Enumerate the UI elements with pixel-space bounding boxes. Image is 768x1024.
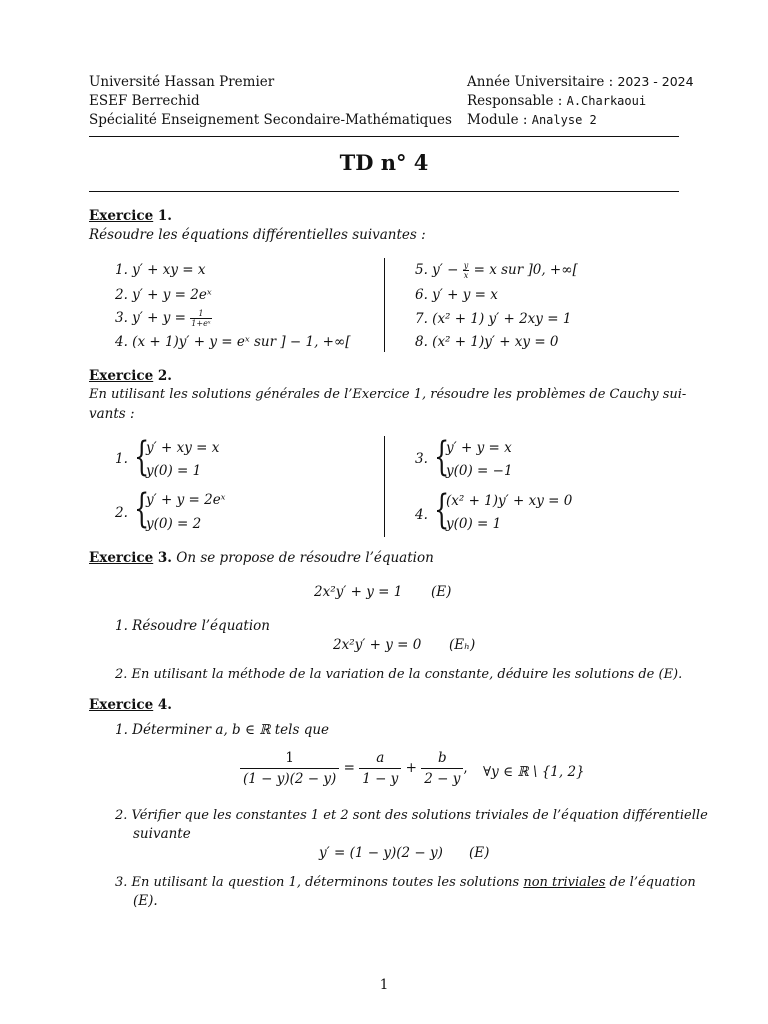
non-triviales-underlined: non triviales	[523, 875, 606, 890]
ex3-equation: 2x²y′ + y = 1	[314, 584, 403, 600]
ex1-item-1: 1. y′ + xy = x	[115, 262, 206, 278]
ex1-divider	[384, 258, 385, 352]
year-label: Année Universitaire :	[467, 74, 618, 90]
ex1-heading: Exercice 1.	[89, 208, 172, 224]
ex1-intro: Résoudre les équations différentielles suivantes :	[89, 227, 426, 243]
ex2-system-1-cond: y(0) = 1	[146, 463, 202, 479]
ex3-intro: On se propose de résoudre l’équation	[176, 550, 434, 566]
ex1-item-5: 5. y′ − $\frac{y}{x}$ = x sur ]0, +∞[	[415, 261, 578, 280]
ex1-item-2: 2. y′ + y = 2eˣ	[115, 287, 212, 303]
ex2-system-1-brace: {	[134, 434, 150, 480]
ex4-q2-line2: suivante	[133, 826, 191, 842]
ex4-partial-fraction: $\frac{1}{(1 - y)(2 - y)}$ = $\frac{a}{1 - y}$ + $\frac{b}{2 - y}$ ,	[240, 750, 468, 787]
responsible	[467, 93, 646, 109]
specialty: Spécialité Enseignement Secondaire-Mathématiques	[89, 112, 452, 128]
ex2-system-3-eq: y′ + y = x	[446, 440, 512, 456]
ex3-heading: Exercice 3. On se propose de résoudre l’équation	[89, 550, 434, 566]
ex4-q1: 1. Déterminer a, b ∈ ℝ tels que	[115, 722, 330, 738]
ex3-q1: 1. Résoudre l’équation	[115, 618, 270, 634]
resp-value: A.Charkaoui	[566, 94, 647, 108]
resp-label: Responsable :	[467, 93, 567, 109]
ex4-q3-line2: (E).	[133, 893, 158, 909]
ex2-system-3-cond: y(0) = −1	[446, 463, 513, 479]
title-rule	[89, 191, 679, 192]
header-rule	[89, 136, 679, 137]
ex2-system-2-eq: y′ + y = 2eˣ	[146, 492, 226, 508]
page-number: 1	[379, 977, 389, 993]
page-title: TD n° 4	[339, 150, 429, 175]
ex3-homogeneous-equation: 2x²y′ + y = 0	[333, 637, 422, 653]
ex2-system-3-brace: {	[434, 434, 450, 480]
ex4-forall: ∀y ∈ ℝ \ {1, 2}	[483, 764, 585, 780]
ex2-system-4-label: 4.	[415, 507, 428, 523]
school-name: ESEF Berrechid	[89, 93, 200, 109]
ex2-system-2-cond: y(0) = 2	[146, 516, 202, 532]
ex1-item-8: 8. (x² + 1)y′ + xy = 0	[415, 334, 559, 350]
ex1-item-4: 4. (x + 1)y′ + y = eˣ sur ] − 1, +∞[	[115, 334, 351, 350]
university-name: Université Hassan Premier	[89, 74, 275, 90]
ex3-q2: 2. En utilisant la méthode de la variation de la constante, déduire les solutions de (E).	[115, 667, 683, 682]
ex2-divider	[384, 436, 385, 537]
ex4-heading: Exercice 4.	[89, 697, 172, 713]
ex2-system-4-eq: (x² + 1)y′ + xy = 0	[446, 493, 573, 509]
ex2-system-1-eq: y′ + xy = x	[146, 440, 220, 456]
ex2-intro-line1: En utilisant les solutions générales de l’Exercice 1, résoudre les problèmes de Cauchy sui-	[89, 387, 687, 402]
ex4-equation-tag: (E)	[469, 845, 490, 861]
ex2-system-4-brace: {	[434, 487, 450, 533]
ex1-item-7: 7. (x² + 1) y′ + 2xy = 1	[415, 311, 572, 327]
ex2-system-4-cond: y(0) = 1	[446, 516, 502, 532]
ex1-item-3: 3. y′ + y = $\frac{1}{\text{1+eˣ}}$	[115, 309, 211, 328]
ex4-q3-line1: 3. En utilisant la question 1, déterminons toutes les solutions non triviales de l’équation	[115, 875, 696, 890]
ex3-equation-tag: (E)	[431, 584, 452, 600]
academic-year	[467, 74, 694, 90]
ex2-intro-line2: vants :	[89, 406, 135, 422]
ex1-item-6: 6. y′ + y = x	[415, 287, 498, 303]
module-value: Analyse 2	[531, 113, 597, 127]
module	[467, 112, 597, 128]
ex3-homogeneous-tag: (Eₕ)	[449, 637, 476, 653]
year-value: 2023 - 2024	[617, 74, 694, 89]
ex2-heading: Exercice 2.	[89, 368, 172, 384]
ex4-equation: y′ = (1 − y)(2 − y)	[319, 845, 443, 861]
ex2-system-2-brace: {	[134, 486, 150, 532]
ex2-system-3-label: 3.	[415, 451, 428, 467]
ex2-system-1-label: 1.	[115, 451, 128, 467]
module-label: Module :	[467, 112, 532, 128]
ex4-q2-line1: 2. Vérifier que les constantes 1 et 2 sont des solutions triviales de l’équation différentielle	[115, 808, 708, 823]
ex2-system-2-label: 2.	[115, 505, 128, 521]
